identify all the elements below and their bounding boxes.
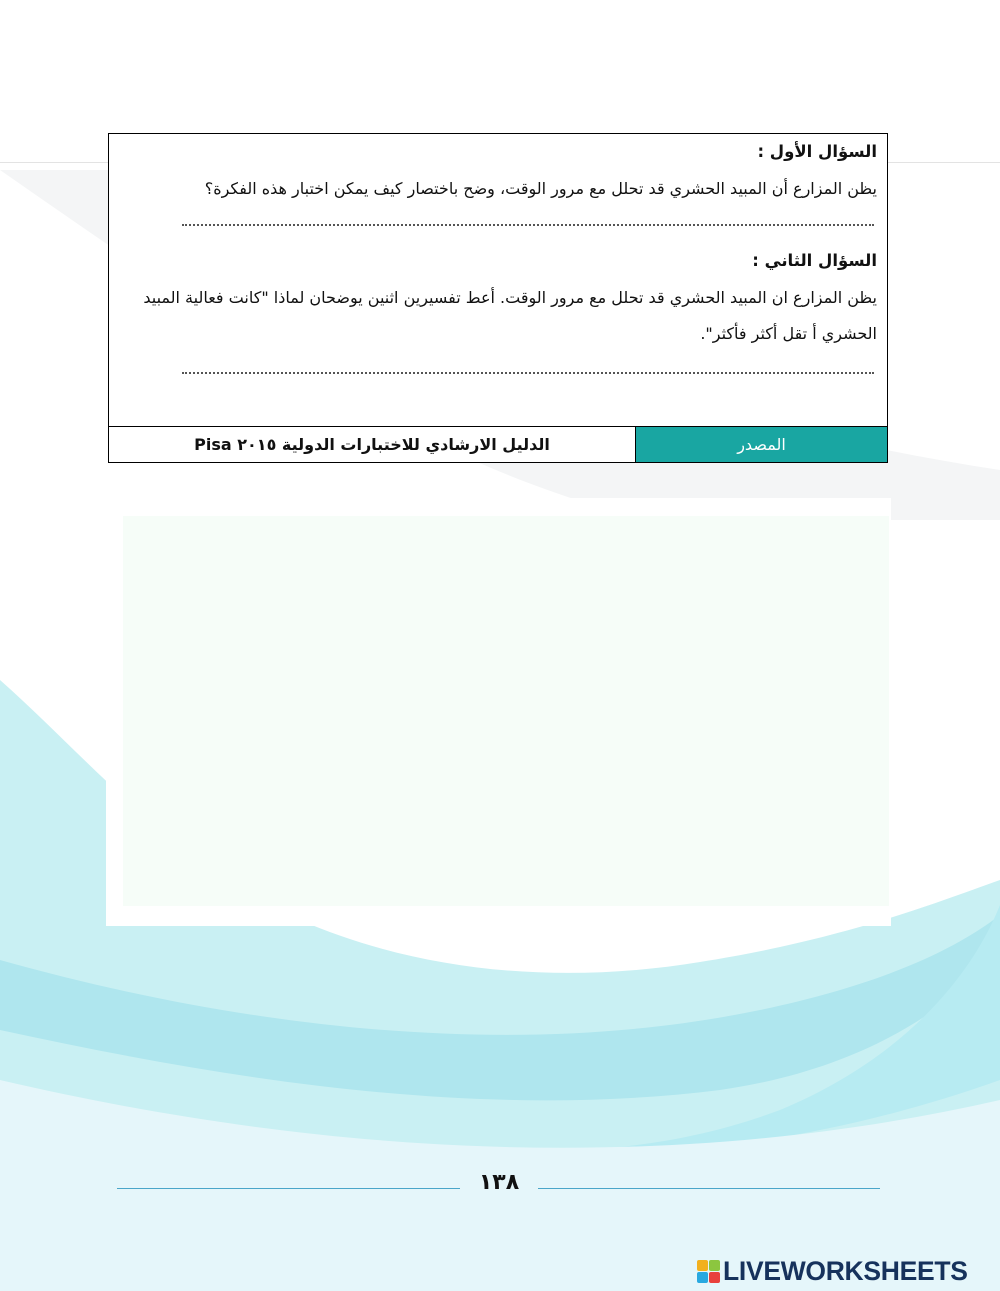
page-number: ١٣٨	[478, 1170, 520, 1195]
question1-answer-line[interactable]	[182, 224, 874, 226]
liveworksheets-logo-icon	[697, 1260, 720, 1283]
questions-area	[109, 134, 887, 426]
logo-square-green	[709, 1260, 720, 1271]
brand-name: LIVEWORKSHEETS	[723, 1255, 968, 1286]
question2-text: يظن المزارع ان المبيد الحشري قد تحلل مع مرور الوقت. أعط تفسيرين اثنين يوضحان لماذا "كانت فعالية المبيد الحشري أ تقل أكثر فأكثر".	[143, 288, 877, 343]
source-value: الدليل الارشادي للاختبارات الدولية ٢٠١٥ Pisa	[194, 435, 550, 454]
source-row	[109, 426, 887, 462]
logo-square-yellow	[697, 1260, 708, 1271]
question-table	[108, 133, 888, 463]
answer-area[interactable]	[123, 516, 889, 906]
logo-square-red	[709, 1272, 720, 1283]
footer-line-left	[117, 1188, 460, 1189]
footer-line-right	[538, 1188, 880, 1189]
question1-title: السؤال الأول :	[757, 142, 877, 161]
question1-text: يظن المزارع أن المبيد الحشري قد تحلل مع مرور الوقت، وضح باختصار كيف يمكن اختبار هذه الفكرة؟	[204, 179, 877, 198]
answer-frame	[106, 498, 891, 926]
source-label: المصدر	[635, 427, 887, 462]
question2-answer-line[interactable]	[182, 372, 874, 374]
logo-square-blue	[697, 1272, 708, 1283]
liveworksheets-logo	[697, 1256, 968, 1286]
question2-title: السؤال الثاني :	[752, 251, 877, 270]
